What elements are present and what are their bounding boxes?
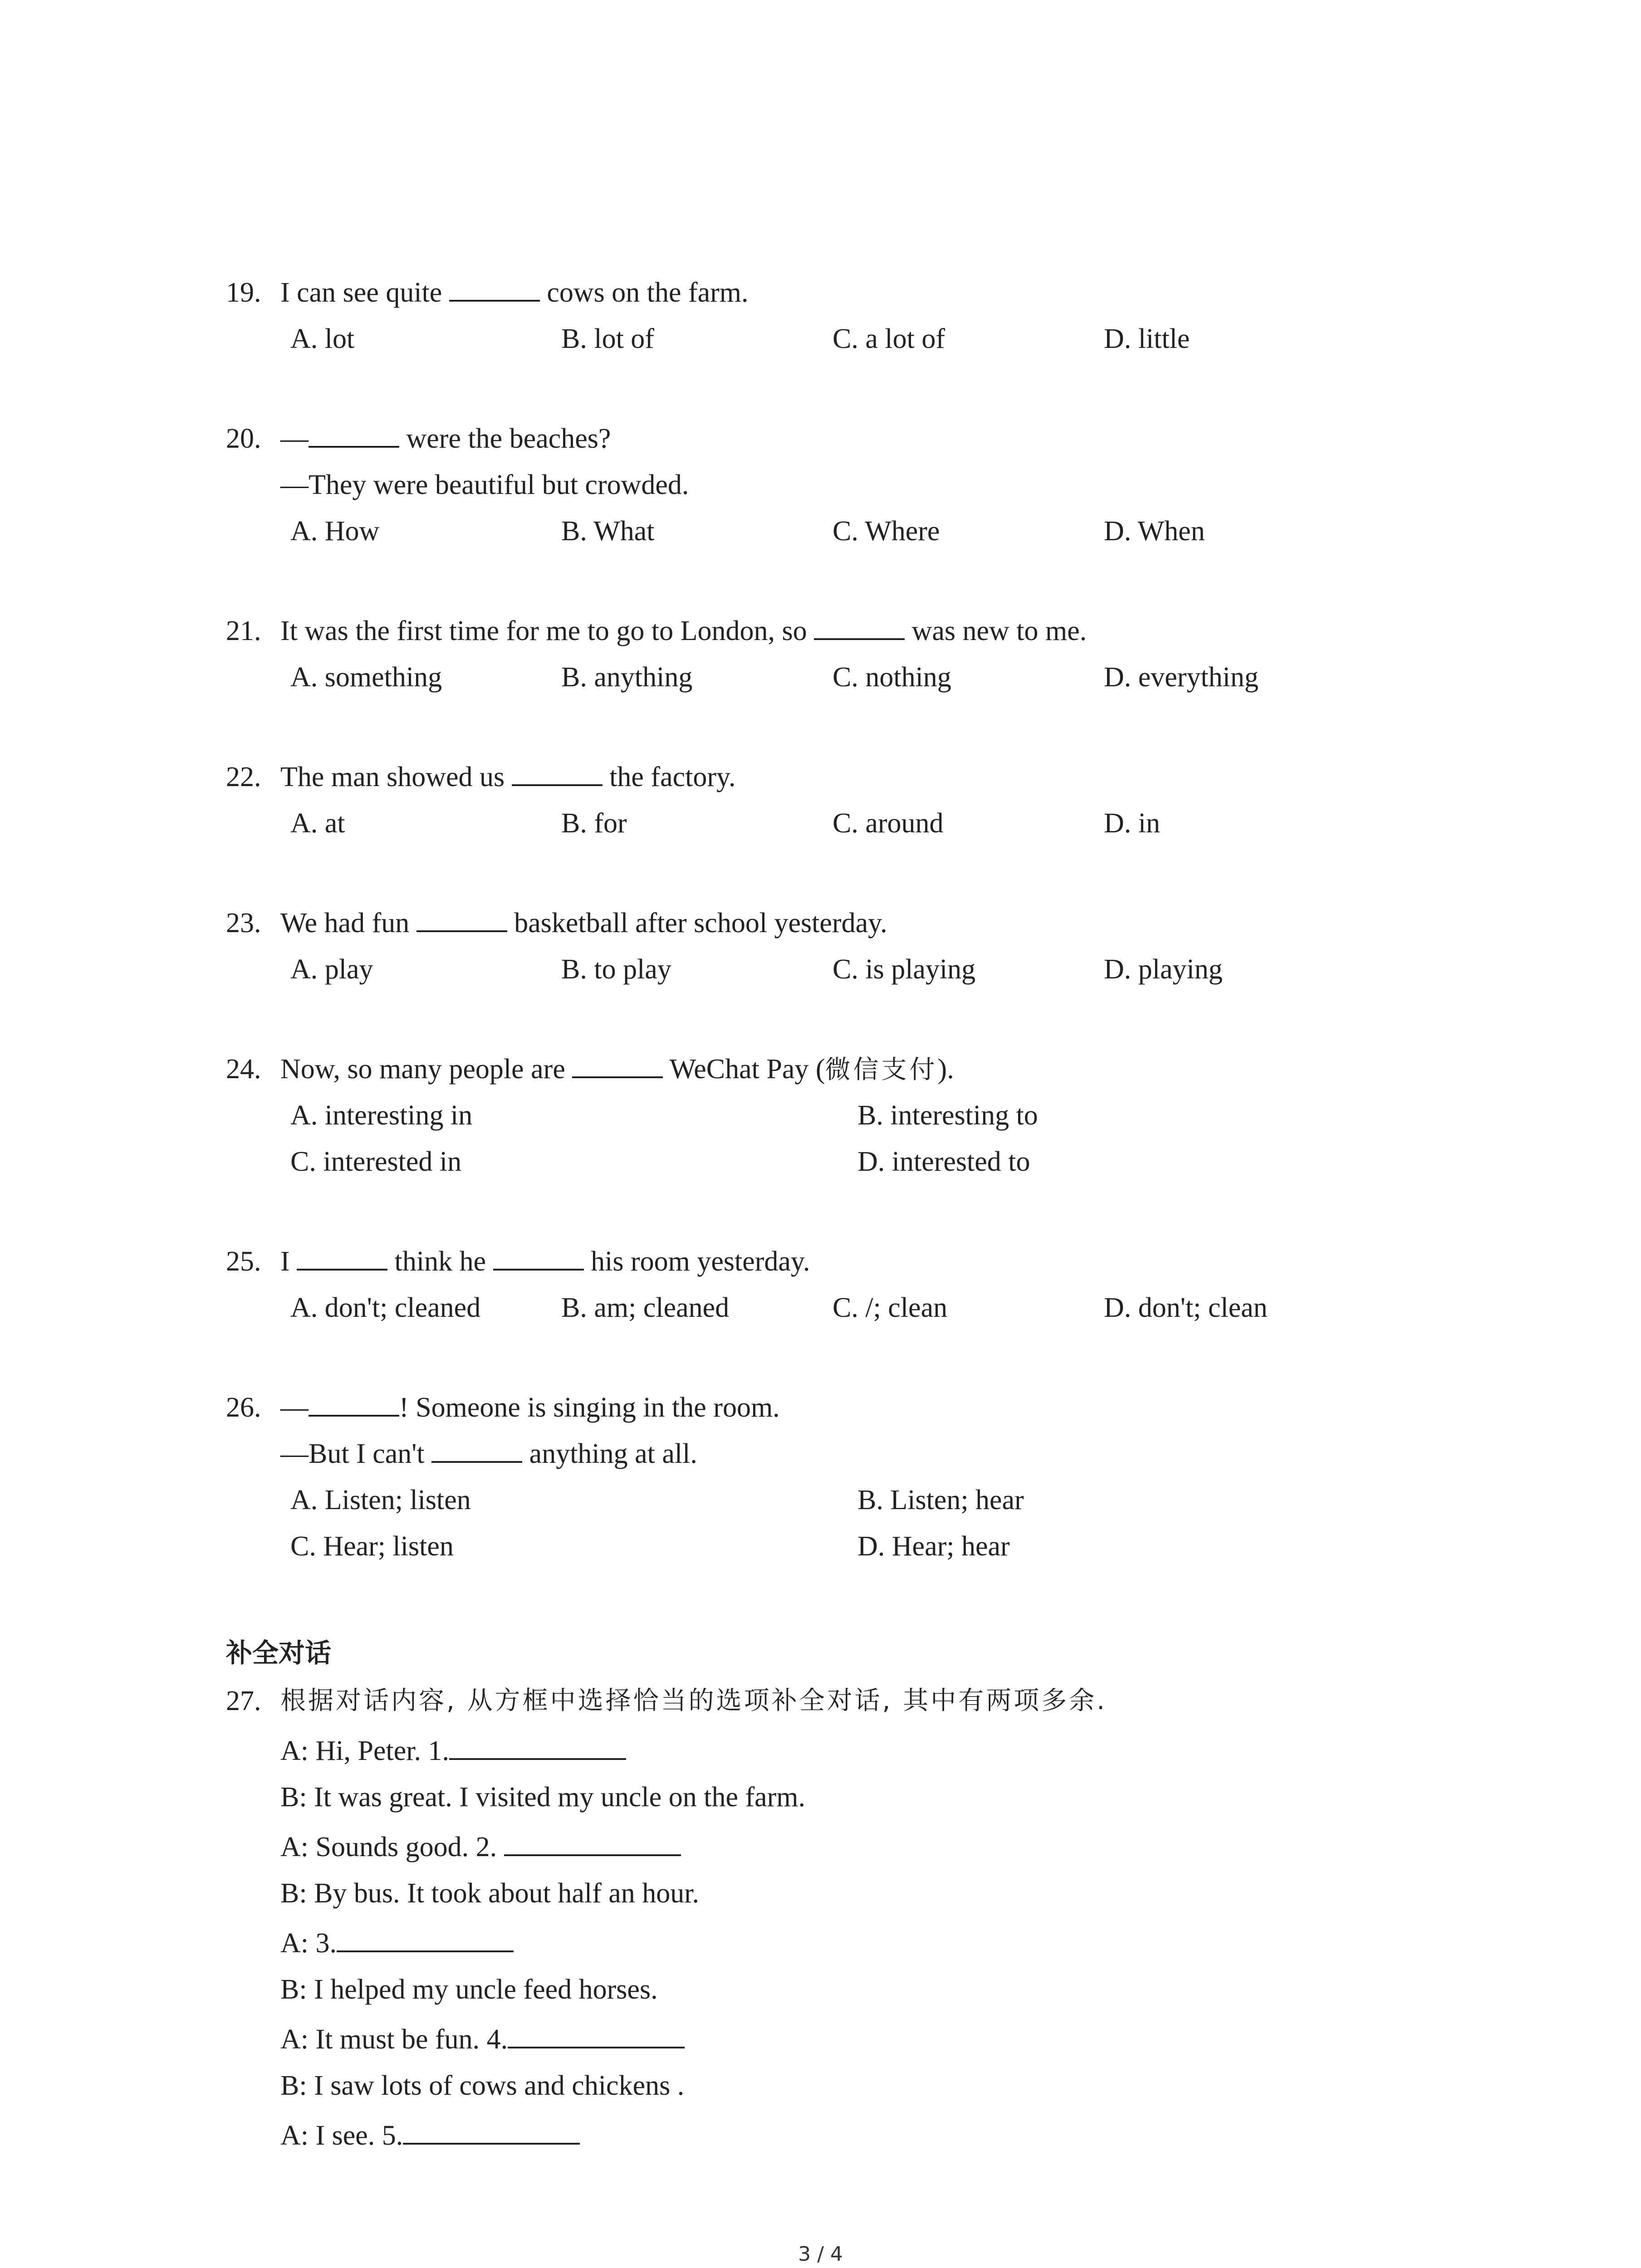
question-24: [0, 1046, 1641, 1092]
option-d: D. in: [1104, 808, 1160, 839]
stem-text: —But I can't: [280, 1438, 432, 1469]
question-number: 24.: [226, 1054, 261, 1085]
answer-blank: [449, 273, 540, 302]
question-23: [0, 900, 1641, 946]
options-22: [0, 801, 1641, 846]
question-stem: [280, 270, 749, 315]
option-b: B. am; cleaned: [561, 1292, 730, 1323]
stem-text: We had fun: [280, 908, 416, 938]
stem-text: his room yesterday.: [583, 1246, 810, 1277]
answer-blank: [504, 1828, 681, 1856]
stem-text: WeChat Pay (: [663, 1054, 825, 1085]
dialogue-line-3: [280, 1824, 681, 1870]
options-19: [0, 316, 1641, 362]
chinese-gloss: 微信支付: [825, 1055, 938, 1085]
stem-text: I can see quite: [280, 277, 449, 308]
question-number: 22.: [226, 762, 261, 792]
dialogue-line-8: [280, 2063, 684, 2108]
option-a: A. interesting in: [290, 1100, 473, 1131]
dialogue-text: B: I helped my uncle feed horses.: [280, 1974, 658, 2005]
options-26-row2: [0, 1524, 1641, 1569]
answer-blank: [431, 1434, 522, 1463]
option-c: C. Hear; listen: [290, 1531, 454, 1562]
option-b: B. for: [561, 808, 627, 839]
dialogue-text: A: Hi, Peter. 1.: [280, 1735, 449, 1766]
options-24-row2: [0, 1139, 1641, 1184]
option-d: D. interested to: [857, 1146, 1030, 1177]
question-21: [0, 608, 1641, 654]
option-d: D. don't; clean: [1104, 1292, 1268, 1323]
question-19: [0, 270, 1641, 315]
question-stem: [280, 416, 611, 461]
answer-blank: [449, 1731, 626, 1760]
option-c: C. a lot of: [833, 323, 945, 354]
option-b: B. to play: [561, 954, 671, 985]
question-number: 19.: [226, 277, 261, 308]
stem-text: basketball after school yesterday.: [507, 908, 887, 938]
options-21: [0, 655, 1641, 700]
option-a: A. don't; cleaned: [290, 1292, 481, 1323]
stem-text: It was the first time for me to go to London, so: [280, 616, 814, 646]
option-a: A. How: [290, 516, 380, 547]
option-c: C. around: [833, 808, 944, 839]
question-26: [0, 1385, 1641, 1430]
option-d: D. everything: [1104, 662, 1259, 693]
stem-text: I: [280, 1246, 297, 1277]
option-c: C. /; clean: [833, 1292, 948, 1323]
options-25: [0, 1285, 1641, 1330]
option-c: C. nothing: [833, 662, 951, 693]
dialogue-text: A: Sounds good. 2.: [280, 1832, 504, 1862]
option-c: C. interested in: [290, 1146, 462, 1177]
question-20: [0, 416, 1641, 461]
question-number: 21.: [226, 616, 261, 646]
answer-blank: [309, 1388, 399, 1417]
stem-text: the factory.: [602, 762, 736, 792]
options-24-row1: [0, 1093, 1641, 1138]
dialogue-line-9: [280, 2113, 580, 2158]
option-d: D. playing: [1104, 954, 1223, 985]
question-20-line2: [0, 462, 1641, 508]
option-d: D. When: [1104, 516, 1205, 547]
option-b: B. interesting to: [857, 1100, 1038, 1131]
stem-text: ! Someone is singing in the room.: [399, 1392, 780, 1423]
option-b: B. What: [561, 516, 655, 547]
stem-text: was new to me.: [905, 616, 1087, 646]
question-stem: [280, 1239, 810, 1284]
question-instruction: 根据对话内容, 从方框中选择恰当的选项补全对话, 其中有两项多余.: [280, 1686, 1107, 1716]
question-stem: [280, 1385, 780, 1430]
option-b: B. anything: [561, 662, 693, 693]
stem-text: —: [280, 1392, 309, 1423]
stem-text: anything at all.: [522, 1438, 697, 1469]
question-number: 26.: [226, 1392, 261, 1423]
option-a: A. lot: [290, 323, 355, 354]
option-a: A. at: [290, 808, 345, 839]
answer-blank: [508, 2020, 685, 2048]
dialogue-line-7: [280, 2017, 685, 2062]
question-stem: [280, 900, 887, 946]
answer-blank: [814, 611, 905, 640]
stem-text: were the beaches?: [399, 423, 611, 454]
response-line: [280, 1431, 697, 1476]
dialogue-line-4: [280, 1871, 699, 1916]
answer-blank: [512, 758, 603, 786]
option-c: C. is playing: [833, 954, 976, 985]
dialogue-text: A: It must be fun. 4.: [280, 2024, 508, 2055]
dialogue-text: A: 3.: [280, 1928, 337, 1959]
question-27: [0, 1678, 1641, 1724]
dialogue-line-1: [280, 1728, 626, 1774]
option-d: D. Hear; hear: [857, 1531, 1010, 1562]
question-stem: [280, 1046, 954, 1093]
stem-text: The man showed us: [280, 762, 512, 792]
section-title: 补全对话: [226, 1637, 332, 1668]
question-number: 25.: [226, 1246, 261, 1277]
question-25: [0, 1239, 1641, 1284]
answer-blank: [572, 1050, 663, 1078]
answer-blank: [297, 1242, 387, 1271]
dialogue-line-2: [280, 1774, 805, 1820]
option-c: C. Where: [833, 516, 940, 547]
option-b: B. Listen; hear: [857, 1485, 1024, 1515]
option-a: A. play: [290, 954, 373, 985]
options-20: [0, 508, 1641, 554]
dialogue-text: B: By bus. It took about half an hour.: [280, 1878, 700, 1909]
option-a: A. Listen; listen: [290, 1485, 471, 1515]
option-d: D. little: [1104, 323, 1190, 354]
stem-text: cows on the farm.: [539, 277, 749, 308]
stem-text: —: [280, 423, 309, 454]
dialogue-text: A: I see. 5.: [280, 2120, 403, 2151]
question-26-line2: [0, 1431, 1641, 1476]
question-stem: [280, 754, 735, 800]
page-number: 3 / 4: [798, 2243, 843, 2266]
dialogue-line-5: [280, 1921, 514, 1966]
question-stem: [280, 608, 1087, 654]
options-23: [0, 947, 1641, 992]
dialogue-line-6: [280, 1967, 658, 2012]
stem-text: Now, so many people are: [280, 1054, 573, 1085]
stem-text: think he: [387, 1246, 493, 1277]
question-22: [0, 754, 1641, 800]
answer-blank: [403, 2116, 580, 2145]
question-number: 20.: [226, 423, 261, 454]
answer-blank: [337, 1924, 514, 1952]
question-number: 23.: [226, 908, 261, 938]
question-number: 27.: [226, 1686, 261, 1716]
dialogue-text: B: It was great. I visited my uncle on the farm.: [280, 1782, 806, 1813]
response-line: —They were beautiful but crowded.: [280, 469, 689, 500]
answer-blank: [309, 419, 399, 448]
options-26-row1: [0, 1477, 1641, 1523]
option-b: B. lot of: [561, 323, 654, 354]
answer-blank: [416, 904, 507, 932]
answer-blank: [493, 1242, 584, 1271]
dialogue-text: B: I saw lots of cows and chickens .: [280, 2070, 685, 2101]
option-a: A. something: [290, 662, 442, 693]
stem-text: ).: [937, 1054, 954, 1085]
